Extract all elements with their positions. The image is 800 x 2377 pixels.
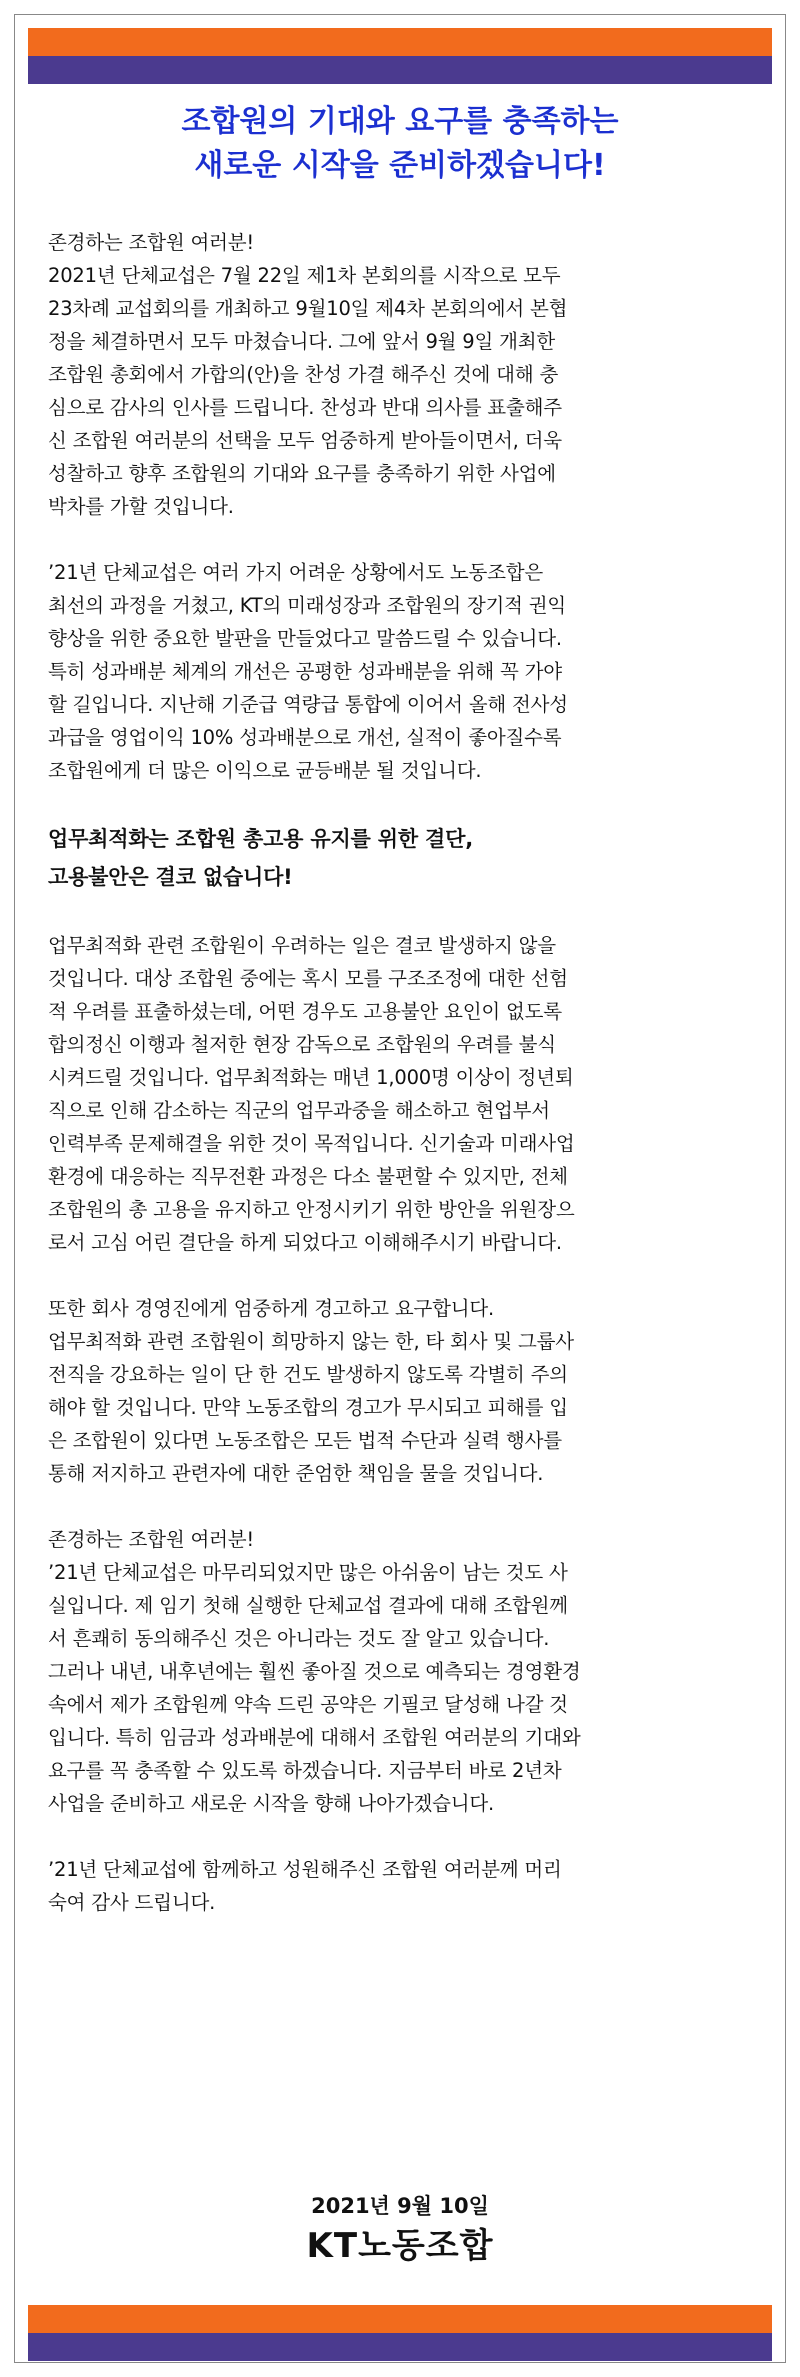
top-color-band — [28, 28, 772, 84]
paragraph-line: 업무최적화 관련 조합원이 희망하지 않는 한, 타 회사 및 그룹사 — [48, 1330, 574, 1353]
title-line-2: 새로운 시작을 준비하겠습니다! — [194, 148, 606, 183]
paragraph-line: 업무최적화 관련 조합원이 우려하는 일은 결코 발생하지 않을 — [48, 934, 556, 957]
signature-date: 2021년 9월 10일 — [311, 2194, 489, 2218]
paragraph-line: 전직을 강요하는 일이 단 한 건도 발생하지 않도록 각별히 주의 — [48, 1363, 568, 1386]
paragraph-line: 존경하는 조합원 여러분! — [48, 1528, 254, 1551]
paragraph-line: 직으로 인해 감소하는 직군의 업무과중을 해소하고 현업부서 — [48, 1099, 550, 1122]
paragraph-line: ’21년 단체교섭은 여러 가지 어려운 상황에서도 노동조합은 — [48, 561, 544, 584]
paragraph-line: 숙여 감사 드립니다. — [48, 1891, 216, 1914]
paragraph-line: 박차를 가할 것입니다. — [48, 495, 234, 518]
section-heading — [48, 820, 763, 896]
paragraph-line: 최선의 과정을 거쳤고, KT의 미래성장과 조합원의 장기적 권익 — [48, 594, 567, 617]
top-orange-stripe — [28, 28, 772, 56]
paragraph-line: ’21년 단체교섭에 함께하고 성원해주신 조합원 여러분께 머리 — [48, 1858, 562, 1881]
bottom-color-band — [28, 2305, 772, 2361]
paragraph-line: 심으로 감사의 인사를 드립니다. 찬성과 반대 의사를 표출해주 — [48, 396, 562, 419]
paragraph-line: 2021년 단체교섭은 7월 22일 제1차 본회의를 시작으로 모두 — [48, 264, 561, 287]
paragraph-line: 해야 할 것입니다. 만약 노동조합의 경고가 무시되고 피해를 입 — [48, 1396, 568, 1419]
paragraph-line: 사업을 준비하고 새로운 시작을 향해 나아가겠습니다. — [48, 1792, 495, 1815]
paragraph-line: 조합원에게 더 많은 이익으로 균등배분 될 것입니다. — [48, 759, 482, 782]
paragraph-line: 정을 체결하면서 모두 마쳤습니다. 그에 앞서 9월 9일 개최한 — [48, 330, 556, 353]
paragraph-line: 입니다. 특히 임금과 성과배분에 대해서 조합원 여러분의 기대와 — [48, 1726, 581, 1749]
paragraph-line: 신 조합원 여러분의 선택을 모두 엄중하게 받아들이면서, 더욱 — [48, 429, 562, 452]
paragraph-line: 조합원의 총 고용을 유지하고 안정시키기 위한 방안을 위원장으 — [48, 1198, 575, 1221]
paragraph-line: 과급을 영업이익 10% 성과배분으로 개선, 실적이 좋아질수록 — [48, 726, 562, 749]
paragraph-line: 합의정신 이행과 철저한 현장 감독으로 조합원의 우려를 불식 — [48, 1033, 556, 1056]
paragraph-line: 서 흔쾌히 동의해주신 것은 아니라는 것도 잘 알고 있습니다. — [48, 1627, 550, 1650]
page-title — [28, 100, 772, 188]
paragraph-line: 로서 고심 어린 결단을 하게 되었다고 이해해주시기 바랍니다. — [48, 1231, 562, 1254]
paragraph — [48, 1853, 763, 1919]
bottom-orange-stripe — [28, 2305, 772, 2333]
paragraph-line: 것입니다. 대상 조합원 중에는 혹시 모를 구조조정에 대한 선험 — [48, 967, 568, 990]
paragraph-line: ’21년 단체교섭은 마무리되었지만 많은 아쉬움이 남는 것도 사 — [48, 1561, 568, 1584]
bottom-purple-stripe — [28, 2333, 772, 2361]
paragraph-line: 23차례 교섭회의를 개최하고 9월10일 제4차 본회의에서 본협 — [48, 297, 568, 320]
title-line-1: 조합원의 기대와 요구를 충족하는 — [181, 104, 619, 139]
paragraph — [48, 1292, 763, 1490]
paragraph-line: 존경하는 조합원 여러분! — [48, 231, 254, 254]
paragraph-line: 환경에 대응하는 직무전환 과정은 다소 불편할 수 있지만, 전체 — [48, 1165, 568, 1188]
paragraph — [48, 556, 763, 787]
paragraph-line: 할 길입니다. 지난해 기준급 역량급 통합에 이어서 올해 전사성 — [48, 693, 568, 716]
heading-line: 업무최적화는 조합원 총고용 유지를 위한 결단, — [48, 827, 473, 851]
top-purple-stripe — [28, 56, 772, 84]
paragraph-line: 적 우려를 표출하셨는데, 어떤 경우도 고용불안 요인이 없도록 — [48, 1000, 562, 1023]
letter-body — [48, 226, 763, 1952]
paragraph-line: 인력부족 문제해결을 위한 것이 목적입니다. 신기술과 미래사업 — [48, 1132, 575, 1155]
paragraph-line: 은 조합원이 있다면 노동조합은 모든 법적 수단과 실력 행사를 — [48, 1429, 562, 1452]
paragraph — [48, 1523, 763, 1820]
paragraph-line: 실입니다. 제 임기 첫해 실행한 단체교섭 결과에 대해 조합원께 — [48, 1594, 568, 1617]
paragraph-line: 조합원 총회에서 가합의(안)을 찬성 가결 해주신 것에 대해 충 — [48, 363, 559, 386]
paragraph-line: 특히 성과배분 체계의 개선은 공평한 성과배분을 위해 꼭 가야 — [48, 660, 562, 683]
paragraph-line: 또한 회사 경영진에게 엄중하게 경고하고 요구합니다. — [48, 1297, 495, 1320]
paragraph-line: 시켜드릴 것입니다. 업무최적화는 매년 1,000명 이상이 정년퇴 — [48, 1066, 574, 1089]
paragraph — [48, 226, 763, 523]
paragraph-line: 성찰하고 향후 조합원의 기대와 요구를 충족하기 위한 사업에 — [48, 462, 556, 485]
signature-organization: KT노동조합 — [306, 2226, 494, 2266]
paragraph-line: 그러나 내년, 내후년에는 훨씬 좋아질 것으로 예측되는 경영환경 — [48, 1660, 581, 1683]
paragraph-line: 통해 저지하고 관련자에 대한 준엄한 책임을 물을 것입니다. — [48, 1462, 544, 1485]
paragraph-line: 향상을 위한 중요한 발판을 만들었다고 말씀드릴 수 있습니다. — [48, 627, 562, 650]
heading-line: 고용불안은 결코 없습니다! — [48, 865, 293, 889]
paragraph-line: 요구를 꼭 충족할 수 있도록 하겠습니다. 지금부터 바로 2년차 — [48, 1759, 562, 1782]
paragraph-line: 속에서 제가 조합원께 약속 드린 공약은 기필코 달성해 나갈 것 — [48, 1693, 568, 1716]
paragraph — [48, 929, 763, 1259]
